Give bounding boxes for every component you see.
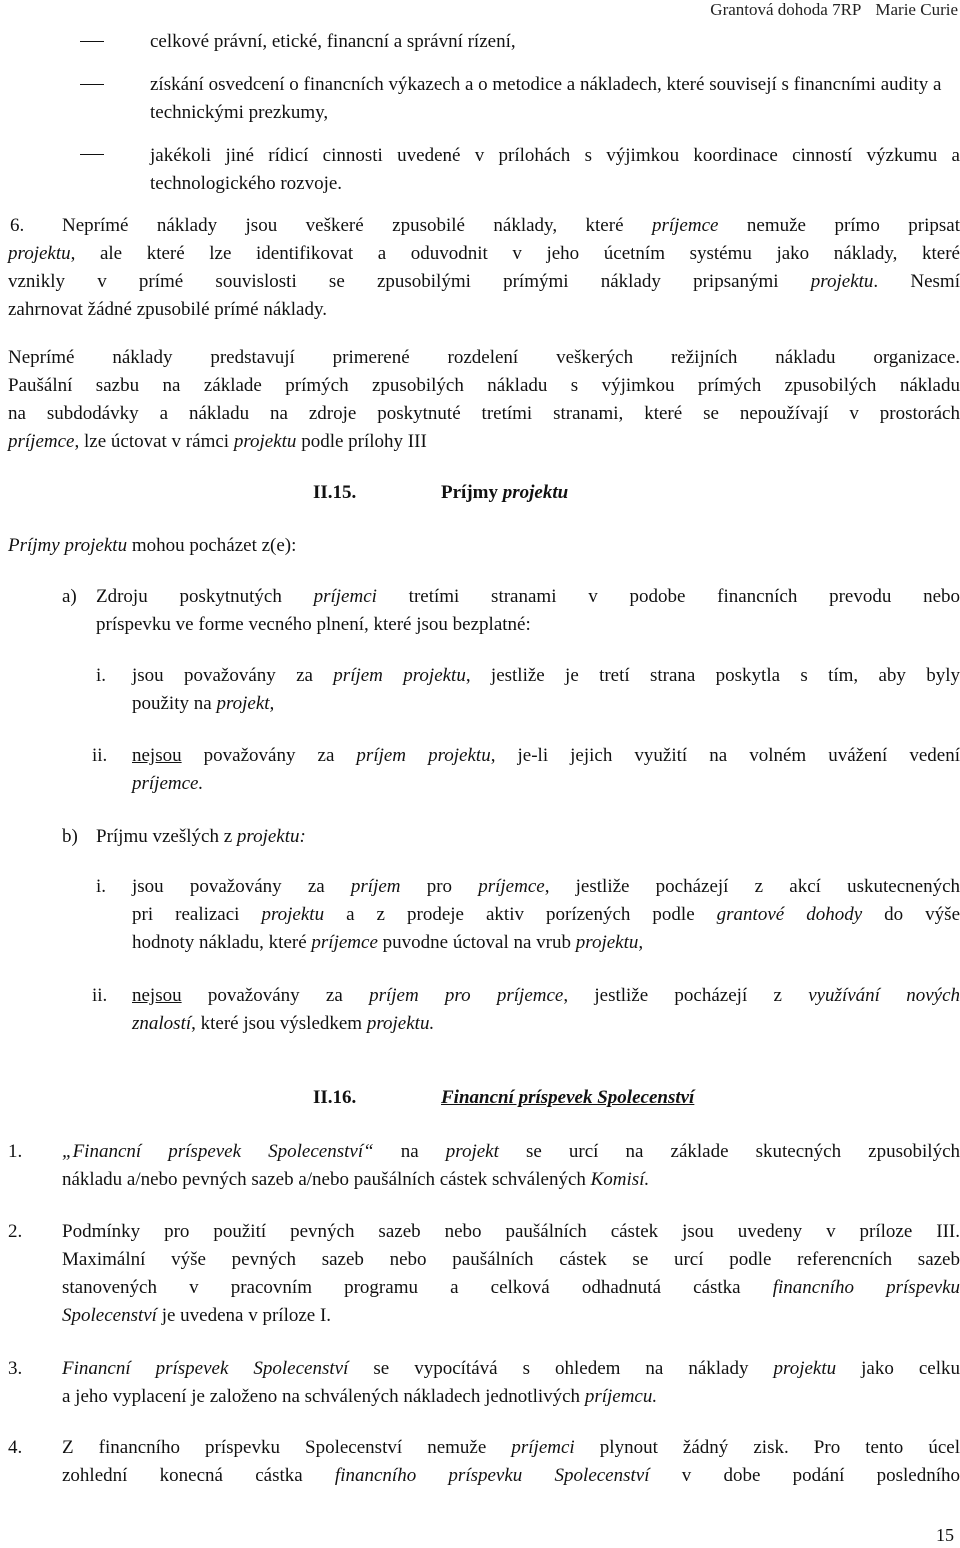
item-6-line-4: zahrnovat žádné zpusobilé prímé náklady.: [8, 299, 328, 320]
item-a-i-line-1: jsou považovány za príjem projektu, jestliže je tretí strana poskytla s tím, aby byly: [132, 665, 960, 686]
s16-item-4-marker: 4.: [8, 1437, 23, 1458]
indirect-line-2: Paušální sazbu na základe prímých zpusobilých nákladu s výjimkou prímých zpusobilých nákladu: [8, 375, 960, 396]
s16-item-2-line-1: Podmínky pro použití pevných sazeb nebo paušálních cástek jsou uvedeny v príloze III.: [62, 1221, 960, 1242]
item-b-ii-line-2: znalostí, které jsou výsledkem projektu.: [132, 1013, 435, 1034]
item-6-line-1: Neprímé náklady jsou veškeré zpusobilé náklady, které príjemce nemuže prímo pripsat: [62, 215, 960, 236]
bullet-1: celkové právní, etické, financní a správní rízení,: [150, 31, 516, 52]
s16-item-4-line-1: Z financního príspevku Spolecenství nemuže príjemci plynout žádný zisk. Pro tento úcel: [62, 1437, 960, 1458]
item-a-ii-marker: ii.: [92, 745, 108, 766]
item-b-i-line-1: jsou považovány za príjem pro príjemce, jestliže pocházejí z akcí uskutecnených: [132, 876, 960, 897]
item-6-line-3: vznikly v prímé souvislosti se zpusobilými prímými náklady pripsanými projektu. Nesmí: [8, 271, 960, 292]
s16-item-2-line-4: Spolecenství je uvedena v príloze I.: [62, 1305, 332, 1326]
section-16-number: II.16.: [313, 1087, 357, 1108]
item-b-line-1: Príjmu vzešlých z projektu:: [96, 826, 306, 847]
s16-item-2-line-3: stanovených v pracovním programu a celková odhadnutá cástka financního príspevku: [62, 1277, 960, 1298]
header-grant: Grantová dohoda 7RP: [710, 0, 862, 19]
s16-item-1-line-1: „Financní príspevek Spolecenství“ na projekt se urcí na základe skutecných zpusobilých: [62, 1141, 960, 1162]
item-b-ii-line-1: nejsou považovány za príjem pro príjemce, jestliže pocházejí z využívání nových: [132, 985, 960, 1006]
item-a-ii-line-1: nejsou považovány za príjem projektu, je-li jejich využití na volném uvážení vedení: [132, 745, 960, 766]
item-a-i-marker: i.: [96, 665, 107, 686]
bullet-2: získání osvedcení o financních výkazech a o metodice a nákladech, které souvisejí s financními audity a technickými prezkumy,: [150, 74, 942, 123]
item-a-i-line-2: použity na projekt,: [132, 693, 275, 714]
s16-item-1-marker: 1.: [8, 1141, 23, 1162]
item-6-number: 6.: [10, 215, 25, 236]
indirect-line-4: príjemce, lze úctovat v rámci projektu podle prílohy III: [8, 431, 427, 452]
s16-item-4-line-2: zohlední konecná cástka financního príspevku Spolecenství v dobe podání posledního: [62, 1465, 960, 1486]
section-16-title: Financní príspevek Spolecenství: [441, 1087, 695, 1108]
s16-item-2-marker: 2.: [8, 1221, 23, 1242]
s16-item-3-line-2: a jeho vyplacení je založeno na schválených nákladech jednotlivých príjemcu.: [62, 1386, 658, 1407]
item-a-ii-line-2: príjemce.: [132, 773, 204, 794]
indirect-line-1: Neprímé náklady predstavují primerené rozdelení veškerých režijních nákladu organizace.: [8, 347, 960, 368]
bullet-3: jakékoli jiné rídicí cinnosti uvedené v prílohách s výjimkou koordinace cinností výzkumu a technologického rozvoje.: [150, 145, 960, 194]
section-15-title: Príjmy projektu: [441, 482, 569, 503]
item-a-line-1: Zdroju poskytnutých príjemci tretími stranami v podobe financních prevodu nebo: [96, 586, 960, 607]
item-b-ii-marker: ii.: [92, 985, 108, 1006]
item-b-marker: b): [62, 826, 78, 847]
item-b-i-line-2: pri realizaci projektu a z prodeje aktiv porízených podle grantové dohody do výše: [132, 904, 960, 925]
running-header: [710, 0, 958, 20]
s16-item-1-line-2: nákladu a/nebo pevných sazeb a/nebo paušálních cástek schválených Komisí.: [62, 1169, 650, 1190]
header-program: Marie Curie: [875, 0, 958, 19]
s16-item-3-marker: 3.: [8, 1358, 23, 1379]
s16-item-3-line-1: Financní príspevek Spolecenství se vypocítává s ohledem na náklady projektu jako celku: [62, 1358, 960, 1379]
section-15-number: II.15.: [313, 482, 357, 503]
bullet-dash: [80, 41, 104, 42]
bullet-dash: [80, 154, 104, 155]
s16-item-2-line-2: Maximální výše pevných sazeb nebo paušálních cástek se urcí podle referencních sazeb: [62, 1249, 960, 1270]
bullet-dash: [80, 84, 104, 85]
section-15-intro: Príjmy projektu mohou pocházet z(e):: [8, 535, 297, 556]
indirect-line-3: na subdodávky a nákladu na zdroje poskytnuté tretími stranami, které se nepoužívají v prostorách: [8, 403, 960, 424]
item-a-line-2: príspevku ve forme vecného plnení, které jsou bezplatné:: [96, 614, 531, 635]
page-number: 15: [936, 1525, 954, 1545]
item-b-i-marker: i.: [96, 876, 107, 897]
item-a-marker: a): [62, 586, 77, 607]
item-b-i-line-3: hodnoty nákladu, které príjemce puvodne úctoval na vrub projektu,: [132, 932, 644, 953]
item-6-line-2: projektu, ale které lze identifikovat a oduvodnit v jeho úcetním systému jako náklady, které: [8, 243, 960, 264]
